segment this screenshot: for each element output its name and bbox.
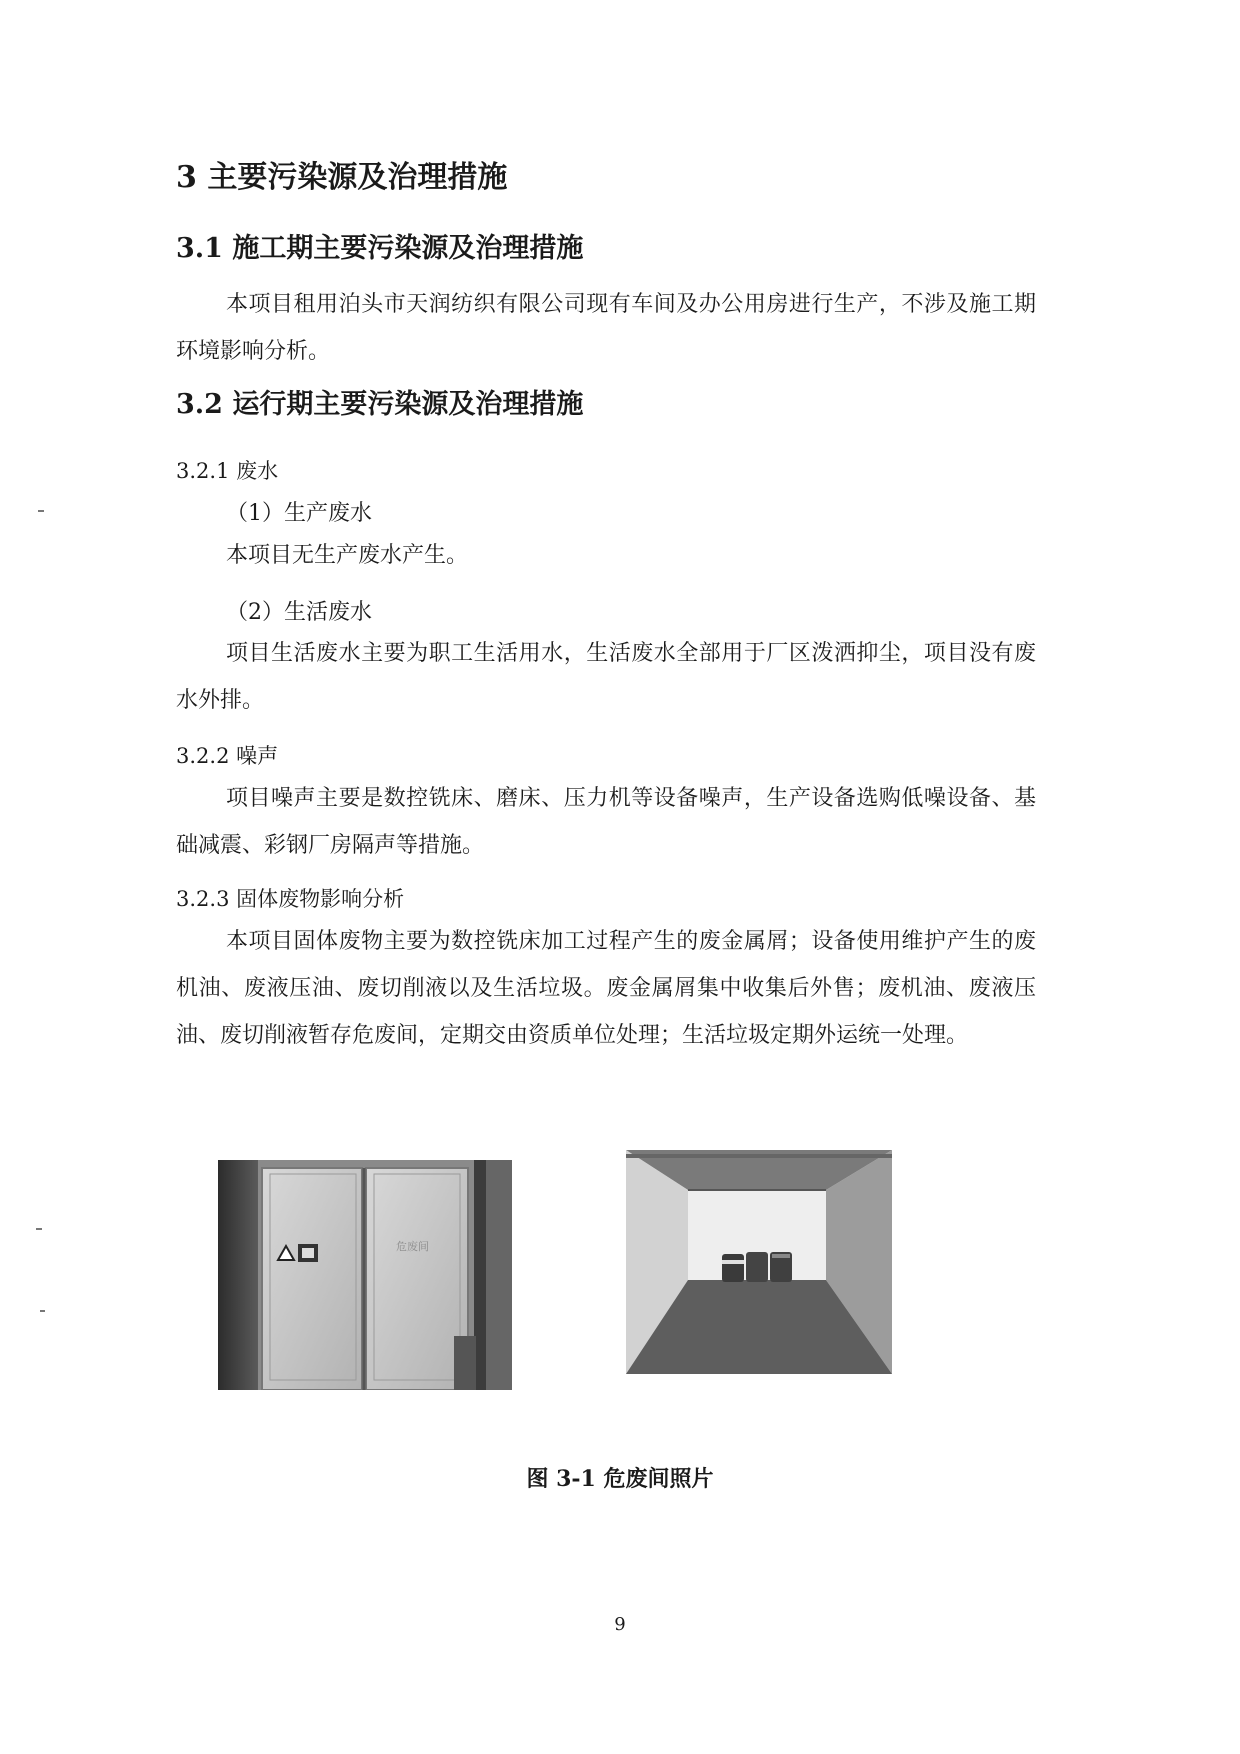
production-wastewater-label: （1）生产废水 <box>226 501 372 526</box>
hazardous-room-interior-photo <box>626 1150 892 1374</box>
solid-waste-title: 3.2.3 固体废物影响分析 <box>176 887 405 911</box>
door-sign-text: 危废间 <box>396 1240 429 1253</box>
scan-speck <box>40 1310 45 1312</box>
solid-waste-body: 本项目固体废物主要为数控铣床加工过程产生的废金属屑；设备使用维护产生的废机油、废液压油、废切削液以及生活垃圾。废金属屑集中收集后外售；废机油、废液压油、废切削液暂存危废间，定期交由资质单位处理；生活垃圾定期外运统一处理。 <box>176 929 1036 1048</box>
scan-speck <box>38 510 44 512</box>
chapter-heading: 3 主要污染源及治理措施 <box>176 160 508 195</box>
figure-caption: 图 3-1 危废间照片 <box>526 1466 714 1492</box>
noise-title: 3.2.2 噪声 <box>176 744 279 768</box>
scan-speck <box>36 1228 42 1230</box>
domestic-wastewater-body: 项目生活废水主要为职工生活用水，生活废水全部用于厂区泼洒抑尘，项目没有废水外排。 <box>176 641 1036 713</box>
wastewater-title: 3.2.1 废水 <box>176 459 279 483</box>
section-3-2-title: 3.2 运行期主要污染源及治理措施 <box>176 389 584 420</box>
section-3-1-title: 3.1 施工期主要污染源及治理措施 <box>176 233 584 264</box>
hazardous-room-door-photo <box>218 1160 512 1390</box>
noise-body: 项目噪声主要是数控铣床、磨床、压力机等设备噪声，生产设备选购低噪设备、基础减震、彩钢厂房隔声等措施。 <box>176 786 1036 858</box>
production-wastewater-body: 本项目无生产废水产生。 <box>226 543 469 568</box>
section-3-1-body: 本项目租用泊头市天润纺织有限公司现有车间及办公用房进行生产，不涉及施工期环境影响分析。 <box>176 292 1036 364</box>
domestic-wastewater-label: （2）生活废水 <box>226 600 372 625</box>
page-number: 9 <box>614 1614 626 1635</box>
